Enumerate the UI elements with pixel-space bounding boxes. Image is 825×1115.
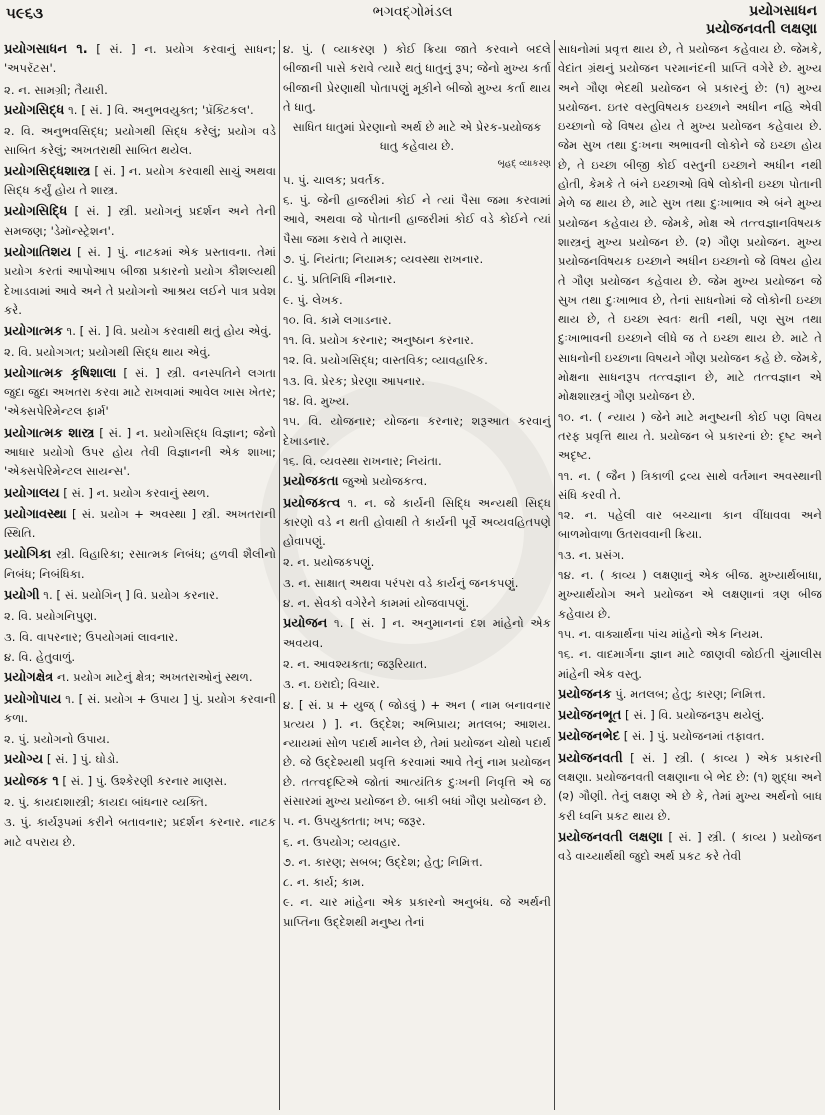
entry-sense [558,408,822,466]
headword: પ્રયોગ્ય [4,752,44,768]
headword: પ્રયોજકતા [283,474,339,490]
definition-text: ૨. વિ. પ્રયોગગત; પ્રયોગથી સિદ્ધ થાય એવું. [4,345,211,360]
entry-sense [283,574,551,593]
entry-sense [558,645,822,684]
entry-sense [4,81,276,100]
page-title: ભગવદ્ગોમંડલ [372,4,453,20]
entry-sense [558,546,822,565]
definition-text: ન. પ્રયોગ માટેનું ક્ષેત્ર; અખતરાઓનું સ્થળ. [53,670,253,685]
headword: પ્રયોજકત્વ [283,495,341,511]
definition-text: ૭. પું. નિયંતા; નિયામક; વ્યવસ્થા રાખનાર. [283,251,484,266]
headword: પ્રયોગોપાય [4,691,62,707]
definition-text: ૨. ન. સામગ્રી; તૈયારી. [4,82,108,97]
definition-text: ૨. ન. પ્રયોજકપણું. [283,555,375,570]
dictionary-entry [283,614,551,653]
headword: પ્રયોજનભેદ [558,729,620,745]
entry-sense [558,625,822,644]
definition-text: [ સં. ] પું. નાટકમાં એક પ્રસ્તાવના. તેમાં પ્રયોગ કરતાં આપોઆપ બીજા પ્રકારનો પ્રયોગ કૌશલ્યથી દેખાડવામાં આવે અને તે પ્રયોગનો આશ્રય લઈને પાત્ર પ્રવેશ કરે. [4,244,276,317]
entry-sense [4,648,276,667]
dictionary-entry [4,772,276,791]
entry-sense [283,893,551,932]
headword: પ્રયોગાત્મક શાસ્ત્ર [4,425,95,441]
definition-text: ૧૧. વિ. પ્રયોગ કરનાર; અનુષ્ઠાન કરનાર. [283,333,474,348]
definition-text: [ સં. ] પું. ઉશ્કેરણી કરનાર માણસ. [58,773,228,788]
dictionary-entry [4,322,276,341]
headword: પ્રયોજનક [558,686,612,702]
headword: પ્રયોગક્ષેત્ર [4,670,54,686]
dictionary-entry [4,545,276,584]
dictionary-entry [4,586,276,605]
headword: પ્રયોગાત્મક કૃષિશાલા [4,365,117,381]
definition-text: ૧. [ સં. પ્રયોગિન્ ] વિ. પ્રયોગ કરનાર. [39,588,219,603]
headword: પ્રયોગાવસ્થા [4,506,67,522]
column-left [4,40,276,1110]
definition-text: સાધનોમાં પ્રવૃત્ત થાય છે, તે પ્રયોજન કહેવાય છે. જેમકે, વેદાંત ગ્રંથનું પ્રયોજન પરમાનંદની પ્રાપ્તિ વગેરે છે. મુખ્ય અને ગૌણ ભેદથી પ્રયોજન બે પ્રકારનું છે: (૧) મુખ્ય પ્રયોજન. ઇતર વસ્તુવિષયક ઇચ્છાને અધીન નહિ એવી ઇચ્છાનો જે વિષય હોય તે મુખ્ય પ્રયોજન કહેવાય છે. જેમ સુખ તથા દુઃખના અભાવની લોકોને જે ઇચ્છા હોય છે, તે ઇચ્છા બીજી કોઈ વસ્તુની ઇચ્છાને અધીન નથી હોતી, કેમકે તે બંને ઇચ્છાઓ વિષે લોકોની ઇચ્છા પોતાની મેળે જ થાય છે, માટે સુખ તથા દુઃખાભાવ એ બંને મુખ્ય પ્રયોજન કહેવાય છે. જેમકે, મોક્ષ એ તત્ત્વજ્ઞાનવિષયક શાસ્ત્રનું મુખ્ય પ્રયોજન છે. (૨) ગૌણ પ્રયોજન. મુખ્ય પ્રયોજનવિષયક ઇચ્છાને અધીન ઇચ્છાનો જે વિષય હોય તે ગૌણ પ્રયોજન કહેવાય છે. જેમ મુખ્ય પ્રયોજન જે સુખ તથા દુઃખાભાવ છે, તેનાં સાધનોમાં જે લોકોની ઇચ્છા થાય છે, તે ઇચ્છા સ્વતઃ થતી નથી, પણ સુખ તથા દુઃખાભાવની ઇચ્છાને લીધે જ તે ઇચ્છા થાય છે. માટે તે સાધનોની ઇચ્છાના વિષયને ગૌણ પ્રયોજન કહે છે. જેમકે, મોક્ષના સાધનરૂપ તત્ત્વજ્ઞાન છે, માટે તત્ત્વજ્ઞાન એ મોક્ષશાસ્ત્રનું ગૌણ પ્રયોજન છે. [558,42,822,404]
entry-sense [283,171,551,190]
dictionary-entry [4,364,276,422]
definition-text: [ સં. ] સ્ત્રી. પ્રયોગનું પ્રદર્શન અને તેની સમજણ; 'ડેમૉન્સ્ટ્રેશન'. [4,204,276,238]
entry-sense [4,628,276,647]
entry-sense [4,122,276,161]
dictionary-entry [558,749,822,826]
definition-text: [ સં. ] પું. પ્રયોજનમાં તફાવત. [619,729,765,744]
entry-sense [283,270,551,289]
entry-sense [283,696,551,812]
entry-sense [283,812,551,831]
dictionary-entry [283,494,551,552]
definition-text: ૪. પું. ( વ્યાકરણ ) કોઈ ક્રિયા જાતે કરવાને બદલે બીજાની પાસે કરાવે ત્યારે થતું ધાતુનું રૂપ; જેનો મુખ્ય કર્તા બીજાની પ્રેરણાથી પોતાપણું મૂકીને બીજો મુખ્ય કર્તા થાય તે ધાતુ. [283,42,551,114]
entry-sense [4,730,276,749]
definition-text: ૪. ન. સેવકો વગેરેને કામમાં યોજવાપણું. [283,596,470,611]
definition-text: [ સં. ] ન. પ્રયોગ કરવાનું સ્થળ. [59,485,210,500]
definition-text: ૧૪. ન. ( કાવ્ય ) લક્ષણાનું એક બીજ. મુખ્યાર્થબાધા, મુખ્યાર્થયોગ અને પ્રયોજન એ લક્ષણાનાં ત્રણ બીજ કહેવાય છે. [558,568,822,621]
range-start: પ્રયોગસાધન [749,3,817,19]
definition-text: [ સં. ] ન. પ્રયોગ કરવાનું સાધન; 'અપરૅટસ'. [4,42,276,76]
definition-text: ૯. ન. ચાર માંહેના એક પ્રકારનો અનુબંધ. જે અર્થની પ્રાપ્તિના ઉદ્દેશથી મનુષ્ય તેનાં [283,895,551,929]
definition-text: ૭. ન. કારણ; સબબ; ઉદ્દેશ; હેતુ; નિમિત્ત. [283,854,483,869]
definition-text: [ સં. ] સ્ત્રી. વનસ્પતિને લગતા જુદા જુદા અખતરા કરવા માટે રાખવામાં આવેલ ખાસ ખેતર; 'એક્સપેરિમેન્ટલ ફાર્મ' [4,365,276,419]
definition-text: [ સં. ] ન. પ્રયોગ કરવાથી સાચું અથવા સિદ્ધ કર્યું હોય તે શાસ્ત્ર. [4,163,276,198]
entry-sense [283,553,551,572]
page-header [0,0,825,42]
definition-text: ૧. [ સં. ] વિ. અનુભવયુક્ત; 'પ્રૅક્ટિકલ'. [64,102,254,117]
definition-text: ૪. વિ. હેતુવાળું. [4,649,76,664]
dictionary-entry [4,690,276,729]
headword: પ્રયોજક ૧ [4,773,59,789]
definition-text: ૮. પું. પ્રતિનિધિ નીમનાર. [283,272,397,287]
definition-text: ૩. ન. સાક્ષાત્ અથવા પરંપરા વડે કાર્યનું જનકપણું. [283,575,519,590]
definition-text: ૧૦. ન. ( ન્યાય ) જેને માટે મનુષ્યની કોઈ પણ વિષય તરફ પ્રવૃત્તિ થાય તે. પ્રયોજન બે પ્રકારનાં છે: દૃષ્ટ અને અદૃષ્ટ. [558,409,822,463]
headword: પ્રયોગી [4,588,40,604]
definition-text: ૧૩. ન. પ્રસંગ. [558,547,625,562]
entry-sense [558,40,822,407]
definition-text: જુઓ પ્રયોજકત્વ. [338,474,428,489]
definition-text: [ સં. પ્રયોગ + અવસ્થા ] સ્ત્રી. અખતરાની સ્થિતિ. [4,506,276,541]
definition-text: ૨. વિ. અનુભવસિદ્ધ; પ્રયોગથી સિદ્ધ કરેલું; પ્રયોગ વડે સાબિત કરેલું; અખતરાથી સાબિત થયેલ. [4,124,276,158]
definition-text: ૮. ન. કાર્ય; કામ. [283,875,365,890]
dictionary-entry [4,101,276,120]
definition-text: ૨. વિ. પ્રયોગનિપુણ. [4,609,98,624]
definition-text: ૧૧. ન. ( જૈન ) ત્રિકાળી દ્રવ્ય સાથે વર્તમાન અવસ્થાની સંધિ કરવી તે. [558,468,822,502]
dictionary-entry [558,727,822,746]
entry-sense [283,250,551,269]
definition-text: ૧૬. વિ. વ્યવસ્થા રાખનાર; નિયંતા. [283,453,442,468]
headword: પ્રયોગાલય [4,485,60,501]
dictionary-entry [4,424,276,482]
entry-sense [283,351,551,370]
headword: પ્રયોગિકા [4,547,52,563]
definition-text: ૨. પું. કાયદાશાસ્ત્રી; કાયદા બાંધનાર વ્યક્તિ. [4,794,208,809]
entry-sense [283,675,551,694]
entry-sense [283,118,551,157]
dictionary-entry [4,202,276,241]
column-right [558,40,822,1110]
headword: પ્રયોગસિદ્ધ [4,102,65,118]
dictionary-entry [4,750,276,769]
definition-text: [ સં. ] સ્ત્રી. ( કાવ્ય ) પ્રયોજન વડે વાચ્યાર્થથી જુદો અર્થ પ્રકટ કરે તેવી [558,829,822,864]
definition-text: [ સં. ] પું. ઘોડો. [43,752,120,767]
headword: પ્રયોજનભૂત [558,708,622,724]
page-number: ૫૯૬૩ [6,4,44,22]
definition-text: ૧. ન. જે કાર્યની સિદ્ધિ અન્યથી સિદ્ધ કારણો વડે ન થતી હોવાથી તે કાર્યની પૂર્વે અવ્યવહિતપણે હોવાપણું. [283,495,551,549]
headword: પ્રયોજન [283,616,328,632]
definition-text: ૩. ન. ઇરાદો; વિચાર. [283,677,380,692]
definition-text: ૪. [ સં. પ્ર + યુજ્ ( જોડવું ) + અન ( નામ બનાવનાર પ્રત્યય ) ]. ન. ઉદ્દેશ; અભિપ્રાય; મતલબ; આશય. ન્યાયમાં સોળ પદાર્થ માનેલ છે, તેમાં પ્રયોજન ચોથો પદાર્થ છે. જે ઉદ્દેશ્યથી પ્રવૃત્તિ કરવામાં આવે તેનું નામ પ્રયોજન છે. તત્ત્વદૃષ્ટિએ જોતાં આત્યંતિક દુઃખની નિવૃત્તિ એ જ સંસારમાં મુખ્ય પ્રયોજન છે. બાકી બધાં ગૌણ પ્રયોજન છે. [283,697,551,808]
entry-sense [283,191,551,249]
headword: પ્રયોગાતિશય [4,244,72,260]
entry-sense [558,566,822,624]
definition-text: ૩. પું. કાર્યરૂપમાં કરીને બતાવનાર; પ્રદર્શન કરનાર. નાટક માટે વપરાય છે. [4,815,276,849]
headword: પ્રયોગસાધન ૧. [4,42,88,57]
entry-sense [4,343,276,362]
dictionary-entry [4,40,276,79]
dictionary-entry [4,505,276,544]
definition-text: [ સં. ] વિ. પ્રયોજનરૂપ થયેલું. [621,708,765,723]
definition-text: ૧૬. ન. વાદમાર્ગના જ્ઞાન માટે જાણવી જોઈતી ચુંમાલીસ માંહેની એક વસ્તુ. [558,647,822,681]
definition-text: ૧. [ સં. ] વિ. પ્રયોગ કરવાથી થતું હોય એવું. [62,324,272,339]
entry-sense [283,594,551,613]
dictionary-entry [558,706,822,725]
entry-sense [558,467,822,506]
headword-range [706,2,817,38]
entry-sense [283,412,551,451]
definition-text: ૫. ન. ઉપયુક્તતા; ખપ; જરૂર. [283,814,426,829]
entry-sense [283,833,551,852]
definition-text: સ્ત્રી. વિહારિકા; રસાત્મક નિબંધ; હળવી શૈલીનો નિબંધ; નિબંધિકા. [4,547,276,581]
entry-sense [283,853,551,872]
definition-text: ૫. પું. ચાલક; પ્રવર્તક. [283,172,385,187]
entry-sense [283,158,551,170]
headword: પ્રયોગાત્મક [4,324,63,340]
entry-sense [558,506,822,545]
entry-sense [283,873,551,892]
dictionary-entry [283,472,551,491]
dictionary-entry [4,668,276,687]
definition-text: બૃહદ્ વ્યાકરણ [497,158,551,169]
definition-text: ૯. પું. લેખક. [283,292,343,307]
definition-text: [ સં. ] ન. પ્રયોગસિદ્ધ વિજ્ઞાન; જેનો આધાર પ્રયોગો ઉપર હોય તેવી વિજ્ઞાનની એક શાખા; 'એક્સપેરિમેન્ટલ સાયન્સ'. [4,425,276,479]
entry-sense [4,793,276,812]
definition-text: ૧૨. વિ. પ્રયોગસિદ્ધ; વાસ્તવિક; વ્યાવહારિક. [283,353,488,368]
entry-sense [4,607,276,626]
definition-text: ૧૦. વિ. કામે લગાડનાર. [283,312,392,327]
definition-text: ૧૩. વિ. પ્રેરક; પ્રેરણા આપનાર. [283,373,426,388]
dictionary-entry [558,828,822,867]
definition-text: ૨. પું. પ્રયોગનો ઉપાય. [4,732,110,747]
dictionary-entry [4,243,276,320]
definition-text: ૬. પું. જેની હાજરીમાં કોઈ ને ત્યાં પૈસા જમા કરવામાં આવે, અથવા જે પોતાની હાજરીમાં કોઈ વડે કોઈને ત્યાં પૈસા જમા કરાવે તે માણસ. [283,193,551,246]
definition-text: પું. મતલબ; હેતુ; કારણ; નિમિત્ત. [611,686,766,701]
definition-text: ૧૫. ન. વાક્યાર્થના પાંચ માંહેનો એક નિયમ. [558,626,764,641]
dictionary-entry [4,484,276,503]
definition-text: ૧૪. વિ. મુખ્ય. [283,394,350,409]
dictionary-entry [558,685,822,704]
definition-text: ૬. ન. ઉપયોગ; વ્યવહાર. [283,834,401,849]
headword: પ્રયોજનવતી લક્ષણા [558,829,663,845]
headword: પ્રયોજનવતી [558,750,623,766]
definition-text: સાધિત ધાતુમાં પ્રેરણાનો અર્થ છે માટે એ પ્રેરક-પ્રયોજક ધાતુ કહેવાય છે. [292,120,542,154]
entry-sense [283,452,551,471]
entry-sense [283,392,551,411]
entry-sense [283,40,551,117]
definition-text: ૩. વિ. વાપરનાર; ઉપયોગમાં લાવનાર. [4,629,179,644]
headword: પ્રયોગસિદ્ધિ [4,204,68,220]
column-middle [283,40,551,1110]
entry-sense [283,372,551,391]
column-divider [279,40,280,1110]
entry-sense [283,291,551,310]
range-end: પ્રયોજનવતી લક્ષણા [706,21,817,37]
entry-sense [4,813,276,852]
definition-text: ૧. [ સં. ] ન. અનુમાનનાં દશ માંહેનો એક અવયવ. [283,616,551,650]
dictionary-entry [4,162,276,201]
headword: પ્રયોગસિદ્ધશાસ્ત્ર [4,163,91,179]
definition-text: ૨. ન. આવશ્યકતા; જરૂરિયાત. [283,656,428,671]
definition-text: ૧૫. વિ. યોજનાર; યોજના કરનાર; શરૂઆત કરવાનું દેખાડનાર. [283,414,551,448]
entry-sense [283,331,551,350]
entry-sense [283,311,551,330]
definition-text: ૧. [ સં. પ્રયોગ + ઉપાય ] પું. પ્રયોગ કરવાની કળા. [4,691,276,725]
entry-sense [283,655,551,674]
definition-text: ૧૨. ન. પહેલી વાર બચ્ચાના કાન વીંધાવવા અને બાળમોવાળા ઉતરાવવાની ક્રિયા. [558,508,822,542]
definition-text: [ સં. ] સ્ત્રી. ( કાવ્ય ) એક પ્રકારની લક્ષણા. પ્રયોજનવતી લક્ષણાના બે ભેદ છે: (૧) શુદ્ધા અને (૨) ગૌણી. તેનું લક્ષણ એ છે કે, તેમાં મુખ્ય અર્થનો બાધ કરી ધ્વનિ પ્રકટ થાય છે. [558,750,822,823]
column-divider [554,40,555,1110]
